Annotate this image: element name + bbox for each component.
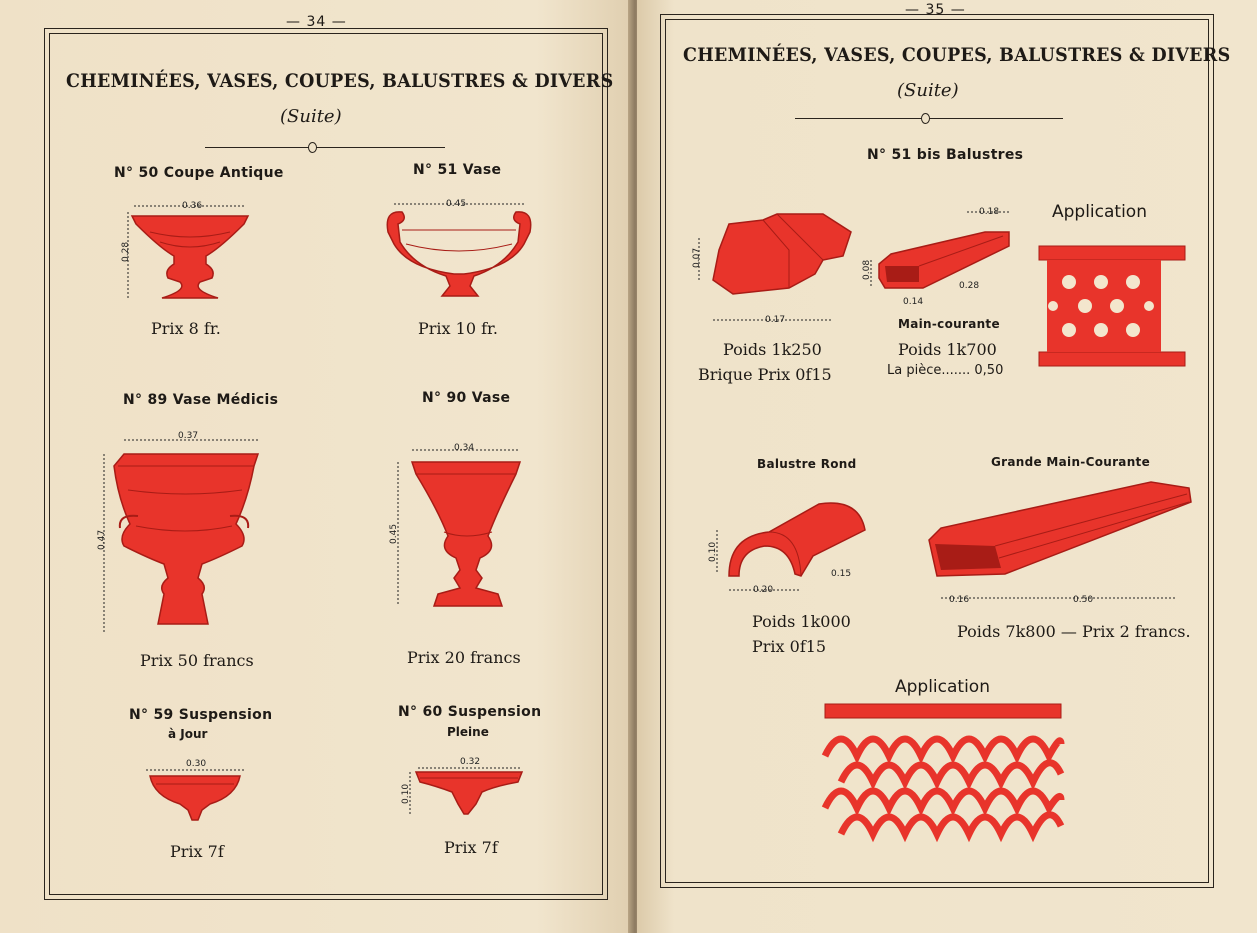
page-title: CHEMINÉES, VASES, COUPES, BALUSTRES & DIVERS [683, 44, 1231, 66]
dim-label: 0.14 [903, 297, 924, 307]
balustrade-application-scales [825, 704, 1063, 838]
balustre-rond-weight: Poids 1k000 [752, 612, 851, 631]
item-price: Prix 50 francs [140, 651, 254, 670]
dim-label: 0.36 [182, 201, 203, 211]
item-caption: N° 59 Suspension [129, 707, 273, 723]
page-number: — 34 — [286, 14, 347, 30]
suite-label: (Suite) [280, 106, 342, 127]
application-label: Application [895, 677, 990, 697]
grande-main-courante-caption: Grande Main-Courante [991, 455, 1151, 469]
dim-label: 0.37 [178, 431, 199, 441]
brique-price: Brique Prix 0f15 [698, 365, 832, 384]
section-caption: N° 51 bis Balustres [867, 147, 1024, 163]
item-subcaption: à Jour [168, 727, 208, 741]
item-price: Prix 8 fr. [151, 319, 221, 338]
grande-main-courante-weight-price: Poids 7k800 — Prix 2 francs. [957, 622, 1191, 641]
item-price: Prix 10 fr. [418, 319, 498, 338]
dim-label: 0.20 [753, 585, 774, 595]
suspension-pleine-illustration [396, 750, 526, 822]
dim-label: 0.18 [979, 207, 1000, 217]
vase-51-illustration [384, 196, 534, 306]
dim-label: 0.34 [454, 443, 475, 453]
balustre-rond-caption: Balustre Rond [757, 457, 857, 471]
vase-90-illustration [388, 440, 528, 615]
item-caption: N° 89 Vase Médicis [123, 392, 279, 408]
dim-label: 0.32 [460, 757, 481, 767]
title-divider [205, 147, 445, 148]
dim-label: 0.47 [97, 529, 107, 550]
application-label: Application [1052, 202, 1147, 222]
dim-label: 0.28 [959, 281, 980, 291]
dim-label: 0.50 [1073, 595, 1094, 605]
vase-medicis-illustration [98, 428, 278, 638]
page-number: — 35 — [905, 2, 966, 18]
main-courante-illustration [862, 204, 1023, 307]
main-courante-weight: Poids 1k700 [898, 340, 997, 359]
item-caption: N° 60 Suspension [398, 704, 542, 720]
main-courante-caption: Main-courante [898, 317, 1000, 331]
right-page [637, 0, 1257, 933]
dim-label: 0.17 [765, 315, 786, 325]
brique-illustration [693, 210, 853, 332]
coupe-antique-illustration [120, 198, 260, 308]
item-price: Prix 7f [444, 838, 498, 857]
dim-label: 0.07 [692, 247, 702, 268]
item-price: Prix 7f [170, 842, 224, 861]
dim-label: 0.08 [862, 259, 872, 280]
main-courante-price: La pièce....... 0,50 [887, 363, 1004, 378]
divider-ornament [921, 113, 930, 124]
dim-label: 0.10 [401, 783, 411, 804]
dim-label: 0.28 [121, 241, 131, 262]
item-subcaption: Pleine [447, 725, 489, 739]
dim-label: 0.16 [949, 595, 970, 605]
balustre-rond-price: Prix 0f15 [752, 637, 827, 656]
dim-label: 0.15 [831, 569, 852, 579]
dim-label: 0.45 [446, 199, 467, 209]
dim-label: 0.10 [708, 541, 718, 562]
balustrade-application-quatrefoil [1039, 246, 1187, 368]
item-caption: N° 50 Coupe Antique [114, 165, 284, 181]
item-price: Prix 20 francs [407, 648, 521, 667]
dim-label: 0.45 [389, 523, 399, 544]
brique-weight: Poids 1k250 [723, 340, 822, 359]
dim-label: 0.30 [186, 759, 207, 769]
page-title: CHEMINÉES, VASES, COUPES, BALUSTRES & DIVERS [66, 70, 614, 92]
item-caption: N° 51 Vase [413, 162, 502, 178]
item-caption: N° 90 Vase [422, 390, 511, 406]
divider-ornament [308, 142, 317, 153]
suite-label: (Suite) [897, 80, 959, 101]
grande-main-courante-illustration [925, 478, 1195, 608]
balustre-rond-illustration [709, 496, 869, 596]
suspension-a-jour-illustration [140, 752, 250, 824]
